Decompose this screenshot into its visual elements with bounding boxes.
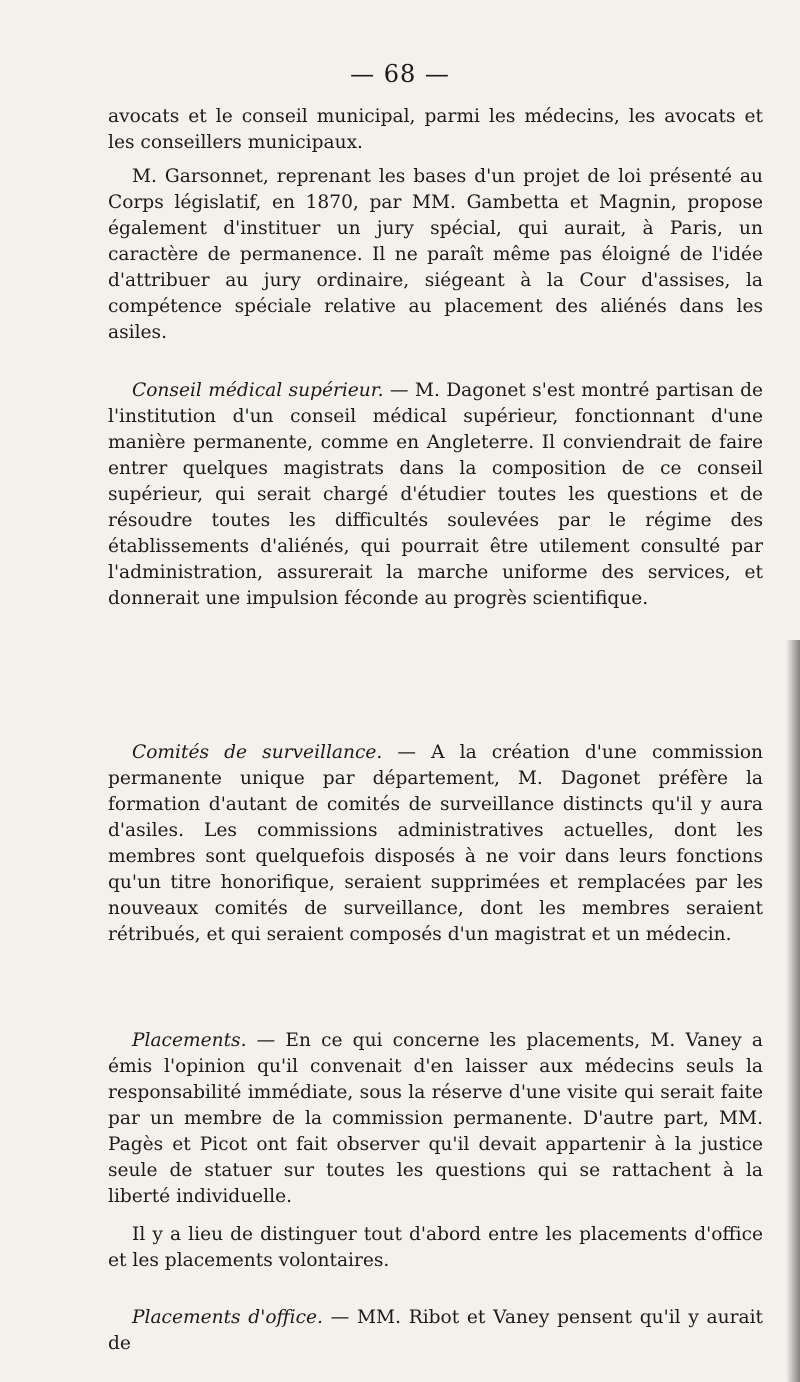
section-heading: Conseil médical supérieur.: [132, 380, 384, 401]
section-placements-office: [108, 1305, 763, 1357]
paragraph-continuation: [108, 104, 763, 156]
section-heading: Comités de surveillance.: [132, 742, 383, 763]
section-heading: Placements.: [132, 1030, 247, 1051]
paragraph-text: — En ce qui concerne les placements, M. Vaney a émis l'opinion qu'il convenait d'en laisser aux médecins seuls la responsabilité immédiate, sous la réserve d'une visite qui serait faite par un membre de la commission permanente. D'autre part, MM. Pagès et Picot ont fait observer qu'il devait appartenir à la justice seule de statuer sur toutes les questions qui se rattachent à la liberté individuelle.: [108, 1030, 763, 1207]
section-comites-surveillance: [108, 740, 763, 948]
paragraph-distinguer: [108, 1222, 763, 1274]
paragraph-text: Il y a lieu de distinguer tout d'abord entre les placements d'office et les placements volontaires.: [108, 1224, 763, 1271]
paragraph-text: M. Garsonnet, reprenant les bases d'un projet de loi présenté au Corps législatif, en 1870, par MM. Gambetta et Magnin, propose également d'instituer un jury spécial, qui aurait, à Paris, un caractère de permanence. Il ne paraît même pas éloigné de l'idée d'attribuer au jury ordinaire, siégeant à la Cour d'assises, la compétence spéciale relative au placement des aliénés dans les asiles.: [108, 166, 763, 343]
paragraph-text: — MM. Ribot et Vaney pensent qu'il y aurait de: [108, 1307, 763, 1354]
paragraph-text: — A la création d'une commission permanente unique par département, M. Dagonet préfère la formation d'autant de comités de surveillance distincts qu'il y aura d'asiles. Les commissions administratives actuelles, dont les membres sont quelquefois disposés à ne voir dans leurs fonctions qu'un titre honorifique, seraient supprimées et remplacées par les nouveaux comités de surveillance, dont les membres seraient rétribués, et qui seraient composés d'un magistrat et un médecin.: [108, 742, 763, 945]
paragraph-text: avocats et le conseil municipal, parmi les médecins, les avocats et les conseillers municipaux.: [108, 106, 763, 153]
page-edge-shadow: [786, 640, 800, 1382]
section-conseil-medical: [108, 378, 763, 612]
section-heading: Placements d'office.: [132, 1307, 323, 1328]
page-number: — 68 —: [350, 60, 450, 88]
section-placements: [108, 1028, 763, 1210]
paragraph-text: — M. Dagonet s'est montré partisan de l'institution d'un conseil médical supérieur, fonctionnant d'une manière permanente, comme en Angleterre. Il conviendrait de faire entrer quelques magistrats dans la composition de ce conseil supérieur, qui serait chargé d'étudier toutes les questions et de résoudre toutes les difficultés soulevées par le régime des établissements d'aliénés, qui pourrait être utilement consulté par l'administration, assurerait la marche uniforme des services, et donnerait une impulsion féconde au progrès scientifique.: [108, 380, 763, 609]
paragraph-garsonnet: [108, 164, 763, 346]
